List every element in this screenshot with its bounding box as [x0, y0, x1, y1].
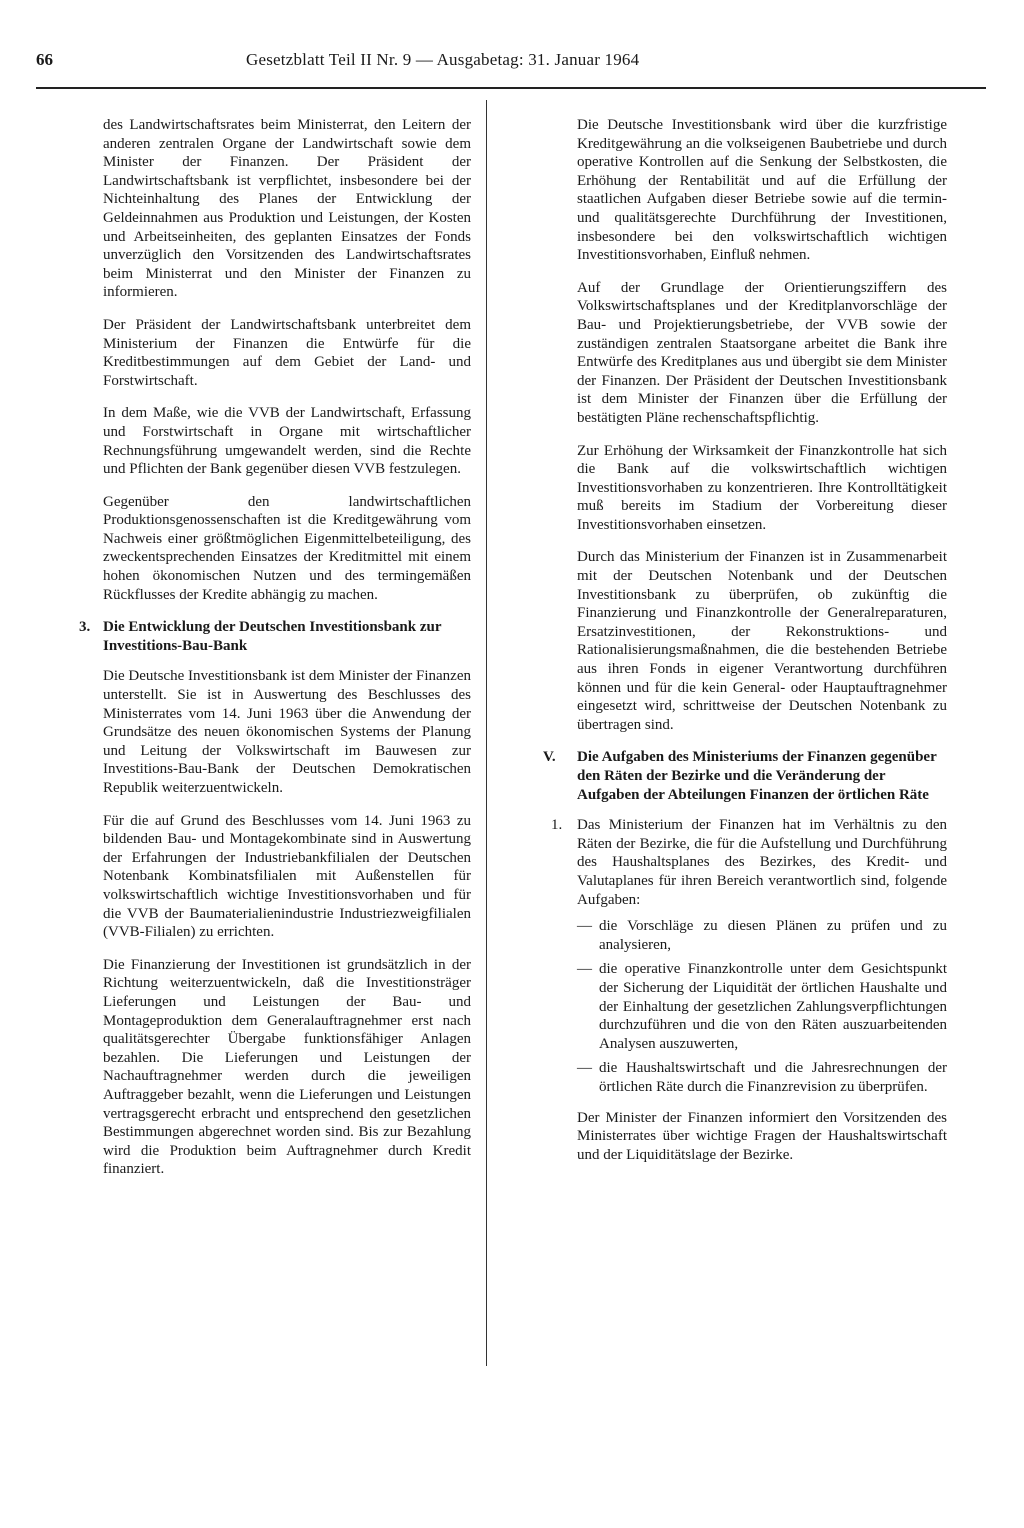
paragraph: Der Präsident der Landwirtschaftsbank unterbreitet dem Ministerium der Finanzen die Entwürfe für die Kreditbestimmungen auf dem Gebiet der Land- und Forstwirtschaft.: [103, 316, 471, 389]
list-item: [577, 960, 947, 1053]
paragraph: Durch das Ministerium der Finanzen ist in Zusammenarbeit mit der Deutschen Notenbank und der Deutschen Investitionsbank zu überprüfen, ob zukünftig die Finanzierung und Finanzkontrolle der Generalreparaturen, Ersatzinvestitionen, der Rekonstruktions- und Rationalisierungsmaßnahmen, die die bestehenden Betriebe aus ihren Fonds in eigener Verantwortung durchführen können und für die kein General- oder Hauptauftragnehmer eingesetzt wird, schrittweise der Deutschen Notenbank zu übertragen sind.: [577, 549, 947, 733]
list-item: [577, 917, 947, 954]
paragraph: Für die auf Grund des Beschlusses vom 14. Juni 1963 zu bildenden Bau- und Montagekombinate sind in Auswertung der Erfahrungen der Industriebankfilialen der Deutschen Notenbank Kombinatsfilialen mit Außenstellen für volkswirtschaftlich wichtige Investitionsvorhaben und für die VVB der Baumaterialienindustrie Industriezweigfilialen (VVB-Filialen) zu errichten.: [103, 812, 471, 941]
dash-list: [577, 917, 947, 1096]
paragraph: Die Deutsche Investitionsbank ist dem Minister der Finanzen unterstellt. Sie ist in Auswertung des Beschlusses des Ministerrates vom 14. Juni 1963 über die Anwendung der Grundsätze des neuen ökonomischen Systems der Planung und Leitung der Volkswirtschaft im Bauwesen zur Investitions-Bau-Bank der Deutschen Demokratischen Republik weiterzuentwickeln.: [103, 668, 471, 796]
header-rule: [36, 87, 986, 89]
list-item-text: die Vorschläge zu diesen Plänen zu prüfen und zu analysieren,: [599, 918, 947, 953]
section-number: V.: [543, 749, 556, 766]
paragraph: des Landwirtschaftsrates beim Ministerrat, den Leitern der anderen zentralen Organe der Landwirtschaft sowie dem Minister der Finanzen. Der Präsident der Landwirtschaftsbank ist verpflichtet, insbesondere bei der Nichteinhaltung des Planes der Entwicklung der Geldeinnahmen aus Produktion und Leistungen, der Kosten und Arbeitseinheiten, des geplanten Einsatzes der Fonds unverzüglich den Vorsitzenden des Landwirtschaftsrates beim Ministerrat und den Minister der Finanzen zu informieren.: [103, 117, 471, 301]
list-item: [577, 1059, 947, 1096]
section-number: 3.: [79, 619, 91, 636]
item-text: Das Ministerium der Finanzen hat im Verhältnis zu den Räten der Bezirke, die für die Aufstellung und Durchführung des Haushaltsplanes des Bezirkes, des Kredit- und Valutaplanes für ihren Bereich verantwortlich sind, folgende Aufgaben:: [577, 817, 947, 908]
paragraph: Die Deutsche Investitionsbank wird über die kurzfristige Kreditgewährung an die volkseigenen Baubetriebe und durch operative Kontrollen auf die Senkung der Selbstkosten, die Erhöhung der Rentabilität und auf die Erfüllung der staatlichen Aufgaben dieser Betriebe sowie auf die termin- und qualitätsgerechte Durchführung der Investitionen, insbesondere bei den volkswirtschaftlich wichtigen Investitionsvorhaben, Einfluß nehmen.: [577, 117, 947, 264]
closing-paragraph: Der Minister der Finanzen informiert den Vorsitzenden des Ministerrates über wichtige Fragen der Haushaltswirtschaft und der Liquiditätslage der Bezirke.: [577, 1109, 947, 1163]
publication-title: Gesetzblatt Teil II Nr. 9 — Ausgabetag: 31. Januar 1964: [246, 50, 640, 69]
paragraph: In dem Maße, wie die VVB der Landwirtschaft, Erfassung und Forstwirtschaft in Organe mit wirtschaftlicher Rechnungsführung umgewandelt werden, sind die Rechte und Pflichten der Bank gegenüber diesen VVB festzulegen.: [103, 405, 471, 478]
page-header: [36, 50, 986, 80]
paragraph: Auf der Grundlage der Orientierungsziffern des Volkswirtschaftsplanes und der Kreditplanvorschläge der Bau- und Projektierungsbetriebe, der VVB sowie der zuständigen zentralen Staatsorgane arbeitet die Bank ihre Entwürfe des Kreditplanes aus und übergibt sie dem Minister der Finanzen. Der Präsident der Deutschen Investitionsbank ist dem Minister der Finanzen über die Erfüllung der bestätigten Pläne rechenschaftspflichtig.: [577, 279, 947, 426]
section-title: Die Aufgaben des Ministeriums der Finanzen gegenüber den Räten der Bezirke und die Veränderung der Aufgaben der Abteilungen Finanzen der örtlichen Räte: [577, 749, 937, 803]
dash-bullet: —: [577, 918, 592, 935]
numbered-list: [551, 816, 947, 1164]
paragraph: Zur Erhöhung der Wirksamkeit der Finanzkontrolle hat sich die Bank auf die volkswirtschaftlich wichtigen Investitionsvorhaben zu konzentrieren. Ihre Kontrolltätigkeit muß bereits im Stadium der Vorbereitung dieser Investitionsvorhaben einsetzen.: [577, 442, 947, 533]
list-item-text: die Haushaltswirtschaft und die Jahresrechnungen der örtlichen Räte durch die Finanzrevision zu überprüfen.: [599, 1060, 947, 1095]
section-title: Die Entwicklung der Deutschen Investitionsbank zur Investitions-Bau-Bank: [103, 619, 442, 654]
paragraph: Die Finanzierung der Investitionen ist grundsätzlich in der Richtung weiterzuentwickeln, daß die Investitionsträger Lieferungen und Leistungen der Bau- und Montageproduktion dem Generalauftragnehmer erst nach qualitätsgerechter Übergabe funktionsfähiger Anlagen bezahlen. Die Lieferungen und Leistungen der Nachauftragnehmer werden durch die jeweiligen Auftraggeber bezahlt, wenn die Lieferungen und Leistungen vertragsgerecht erbracht und entsprechend den gesetzlichen Bestimmungen abgerechnet worden sind. Bis zur Bezahlung wird die Produktion beim Auftragnehmer durch Kredit finanziert.: [103, 956, 471, 1178]
page-number: 66: [36, 50, 53, 69]
left-column: [79, 116, 471, 1193]
section-heading: [79, 618, 471, 655]
column-divider: [486, 100, 487, 1366]
dash-bullet: —: [577, 961, 592, 978]
section-heading: [543, 748, 947, 804]
paragraph: Gegenüber den landwirtschaftlichen Produktionsgenossenschaften ist die Kreditgewährung vom Nachweis einer größtmöglichen Eigenmittelbeteiligung, des zweckentsprechenden Einsatzes der Kreditmittel mit einem hohen ökonomischen Nutzen und des termingemäßen Rückflusses der Kredite abhängig zu machen.: [103, 493, 471, 603]
dash-bullet: —: [577, 1060, 592, 1077]
list-item-text: die operative Finanzkontrolle unter dem Gesichtspunkt der Sicherung der Liquidität der örtlichen Haushalte und der Einhaltung der gesetzlichen Zahlungsverpflichtungen durchzuführen und die von den Räten auszuarbeitenden Analysen auszuwerten,: [599, 961, 947, 1052]
right-column: [543, 116, 947, 1178]
numbered-item: [551, 816, 947, 909]
item-number: 1.: [551, 817, 563, 834]
